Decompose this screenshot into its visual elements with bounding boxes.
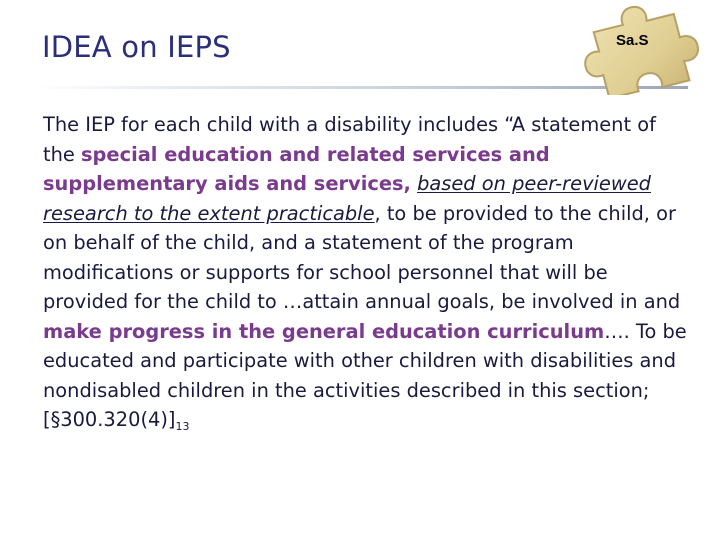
body-text-1: The IEP for each child with a disability includes “A statement of the (43, 113, 656, 166)
emphasis-research: based on peer-reviewed research to the extent practicable (43, 172, 651, 225)
emphasis-curriculum: make progress in the general education curriculum (43, 319, 605, 343)
body-text-3: , to be provided to the child, or on behalf of the child, and a statement of the program modifications or supports for school personnel that will be provided for the child to …attain annual goals, be involved in and (43, 201, 681, 313)
emphasis-services: special education and related services and supplementary aids and services, (43, 142, 550, 195)
logo-label: Sa.S (616, 32, 649, 49)
body-text-4: …. To be educated and participate with other children with disabilities and nondisabled children in the activities described in this section; [§300.320(4)] (43, 319, 687, 431)
page-number: 13 (175, 420, 190, 433)
body-paragraph (43, 110, 693, 442)
slide-title: IDEA on IEPS (42, 30, 231, 64)
